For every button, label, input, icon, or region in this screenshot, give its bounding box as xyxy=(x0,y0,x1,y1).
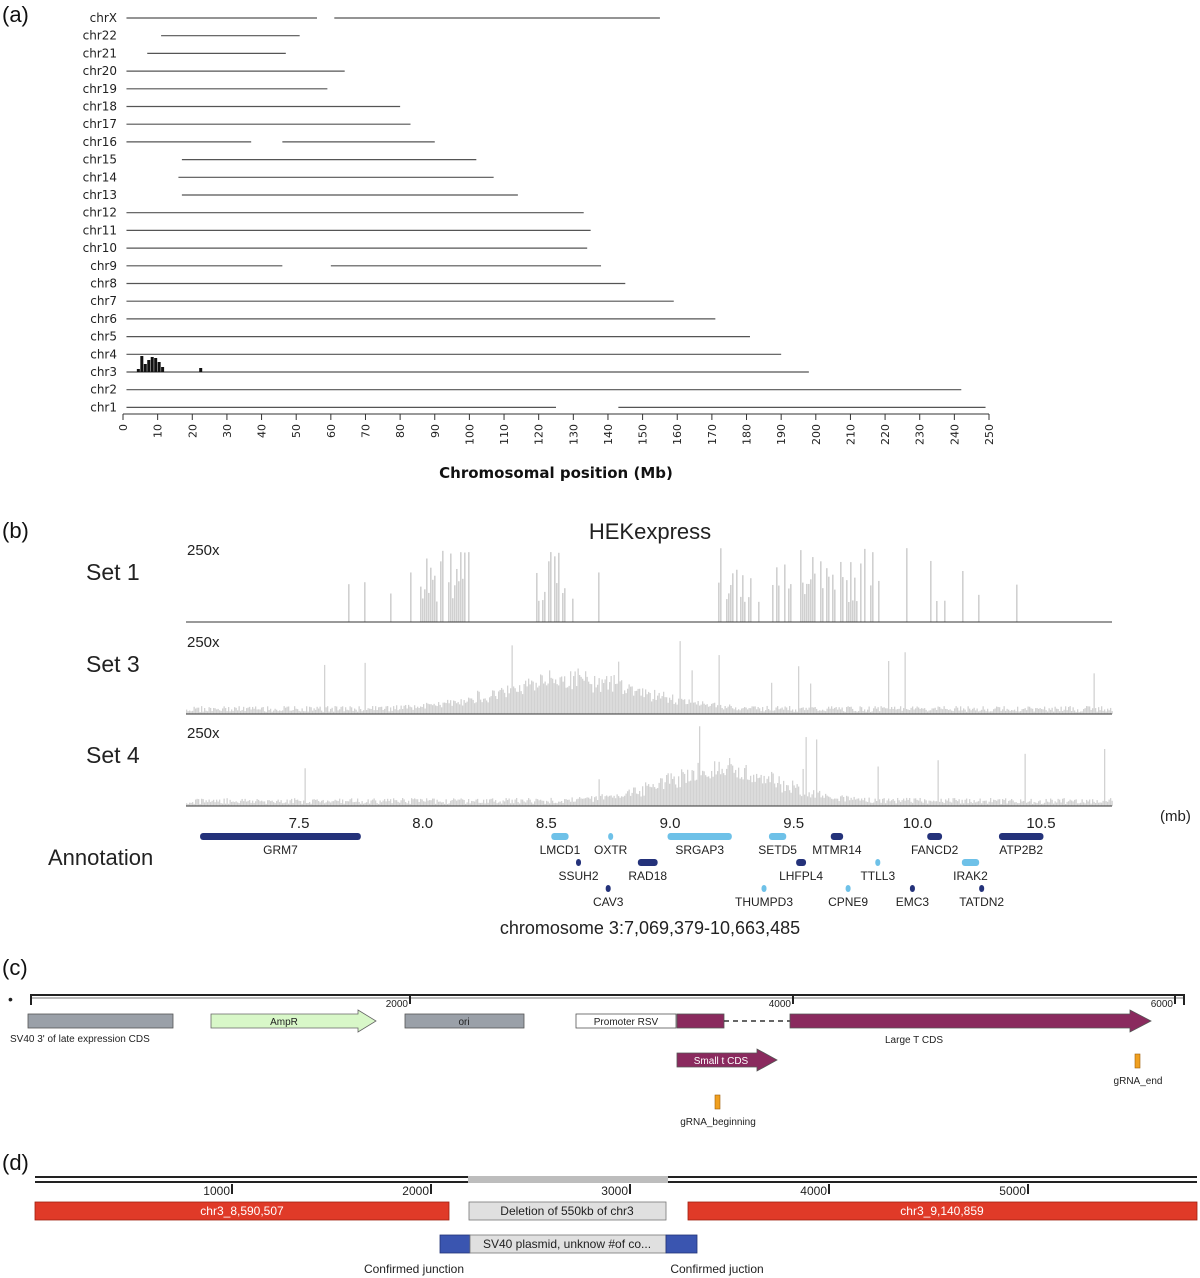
gene-label: SSUH2 xyxy=(558,869,599,883)
chromosome-label: chr22 xyxy=(82,28,117,43)
tick-label-4000: 4000 xyxy=(768,999,791,1010)
gene-label: OXTR xyxy=(593,843,628,857)
gene-label: IRAK2 xyxy=(953,869,988,883)
gene-label: CPNE9 xyxy=(828,895,869,909)
coverage-peak xyxy=(140,356,143,372)
chromosome-label: chr3 xyxy=(90,365,117,379)
chromosome-label: chr14 xyxy=(82,170,117,185)
gene-setd5[interactable] xyxy=(758,833,797,857)
tick-label-5000: 5000 xyxy=(999,1184,1026,1198)
gene-fancd2[interactable] xyxy=(911,833,959,857)
feature-small-t-label: Small t CDS xyxy=(693,1056,749,1067)
x-tick-label: 180 xyxy=(740,424,754,445)
track-scale: 250x xyxy=(187,542,220,559)
chromosome-label: chr2 xyxy=(90,382,117,397)
x-tick-label: 60 xyxy=(324,424,338,438)
chromosome-label: chr19 xyxy=(82,81,117,96)
axis-tick-label: 8.5 xyxy=(535,815,557,832)
gene-emc3[interactable] xyxy=(896,885,930,909)
chromosome-label: chr9 xyxy=(90,258,117,273)
coverage-peak xyxy=(144,364,147,372)
feature-plasmid-right-end xyxy=(666,1235,697,1253)
gene-srgap3[interactable] xyxy=(668,833,732,857)
x-tick-label: 220 xyxy=(879,424,893,445)
chromosome-label: chr17 xyxy=(82,117,117,132)
chromosome-label: chr16 xyxy=(82,134,117,149)
gene-ttll3[interactable] xyxy=(860,859,895,883)
chromosome-label: chr20 xyxy=(82,64,117,79)
gene-label: TTLL3 xyxy=(860,869,896,883)
x-tick-label: 160 xyxy=(671,424,685,445)
chromosome-label: chr4 xyxy=(90,347,117,362)
coverage-peak xyxy=(147,360,150,372)
axis-unit: (mb) xyxy=(1160,808,1191,825)
track-name: Set 3 xyxy=(86,651,140,677)
x-tick-label: 130 xyxy=(567,424,581,445)
axis-tick-label: 7.5 xyxy=(288,815,310,832)
tick-label-4000: 4000 xyxy=(800,1184,827,1198)
chromosome-label: chr11 xyxy=(82,223,117,238)
chromosome-label: chr6 xyxy=(90,311,117,326)
gene-label: MTMR14 xyxy=(812,843,862,857)
feature-large-t-exon1[interactable] xyxy=(677,1014,724,1028)
feature-large-t-label: Large T CDS xyxy=(885,1035,943,1046)
ruler-deletion-region xyxy=(468,1176,668,1183)
coverage-peak xyxy=(199,368,202,372)
x-tick-label: 200 xyxy=(809,424,823,445)
gene-tatdn2[interactable] xyxy=(959,885,1004,909)
chromosome-coverage-chart xyxy=(0,0,1200,500)
chromosome-label: chr12 xyxy=(82,205,117,220)
gene-lhfpl4[interactable] xyxy=(779,859,823,883)
gene-label: THUMPD3 xyxy=(735,895,794,909)
feature-grna-beginning[interactable] xyxy=(715,1095,720,1109)
feature-plasmid-label: SV40 plasmid, unknow #of co... xyxy=(482,1237,652,1251)
coverage-peak xyxy=(158,362,161,372)
chromosome-label: chr10 xyxy=(82,241,117,256)
bullet: • xyxy=(8,991,13,1007)
plasmid-map xyxy=(0,960,1200,1150)
gene-irak2[interactable] xyxy=(953,859,988,883)
track-scale: 250x xyxy=(187,634,220,651)
feature-ori-label: ori xyxy=(458,1017,470,1028)
feature-grna-beginning-label: gRNA_beginning xyxy=(680,1117,756,1128)
x-tick-label: 230 xyxy=(913,424,927,445)
gene-oxtr[interactable] xyxy=(594,833,628,857)
gene-mtmr14[interactable] xyxy=(812,833,862,857)
x-tick-label: 170 xyxy=(705,424,719,445)
gene-cpne9[interactable] xyxy=(828,885,868,909)
coverage-bars xyxy=(348,548,1018,622)
feature-sv40-late-label: SV40 3' of late expression CDS xyxy=(10,1034,150,1045)
gene-rad18[interactable] xyxy=(628,859,667,883)
gene-label: CAV3 xyxy=(592,895,624,909)
gene-thumpd3[interactable] xyxy=(735,885,793,909)
junction-left-label: Confirmed junction xyxy=(363,1262,465,1276)
junction-right-label: Confirmed juction xyxy=(670,1262,764,1276)
tick-label-1000: 1000 xyxy=(203,1184,230,1198)
x-tick-label: 50 xyxy=(290,424,304,438)
gene-label: LMCD1 xyxy=(539,843,581,857)
panel-c-letter: (c) xyxy=(2,955,28,980)
gene-label: SETD5 xyxy=(758,843,797,857)
gene-label: ATP2B2 xyxy=(999,843,1044,857)
x-tick-label: 240 xyxy=(948,424,962,445)
coverage-tracks xyxy=(0,510,1200,960)
gene-atp2b2[interactable] xyxy=(999,833,1044,857)
gene-cav3[interactable] xyxy=(593,885,624,909)
feature-chr3-left-label: chr3_8,590,507 xyxy=(200,1204,284,1218)
panel-d-letter: (d) xyxy=(2,1150,29,1175)
chromosome-label: chr15 xyxy=(82,152,117,167)
gene-label: FANCD2 xyxy=(910,843,959,857)
x-tick-label: 140 xyxy=(601,424,615,445)
coverage-peak xyxy=(151,357,154,372)
coverage-bars xyxy=(186,641,1113,714)
x-tick-label: 190 xyxy=(775,424,789,445)
chromosome-label: chr5 xyxy=(90,329,117,344)
feature-promoter-rsv-label: Promoter RSV xyxy=(593,1017,659,1028)
tick-label-2000: 2000 xyxy=(402,1184,429,1198)
coverage-peak xyxy=(137,369,140,372)
panel-b-letter: (b) xyxy=(2,518,29,543)
feature-large-t-exon2[interactable] xyxy=(790,1010,1151,1032)
chromosome-label: chr13 xyxy=(82,188,117,202)
x-tick-label: 80 xyxy=(394,424,408,438)
x-tick-label: 100 xyxy=(463,424,477,445)
axis-tick-label: 8.0 xyxy=(412,815,434,832)
x-axis-label: Chromosomal position (Mb) xyxy=(439,464,673,482)
axis-tick-label: 9.5 xyxy=(783,815,805,832)
x-tick-label: 40 xyxy=(255,424,269,438)
annotation-label: Annotation xyxy=(48,845,154,870)
x-tick-label: 30 xyxy=(220,424,234,438)
x-tick-label: 210 xyxy=(844,424,858,445)
chromosome-label: chr21 xyxy=(82,46,117,61)
chromosome-label: chr18 xyxy=(82,99,117,114)
feature-plasmid-left-end xyxy=(440,1235,470,1253)
gene-label: SRGAP3 xyxy=(675,843,725,857)
panel-a-letter: (a) xyxy=(2,2,29,27)
track-title: HEKexpress xyxy=(588,519,712,544)
x-tick-label: 90 xyxy=(428,424,442,438)
genomic-location: chromosome 3:7,069,379-10,663,485 xyxy=(499,918,801,938)
axis-tick-label: 9.0 xyxy=(659,815,681,832)
feature-grna-end-label: gRNA_end xyxy=(1113,1076,1163,1087)
feature-sv40-late[interactable] xyxy=(28,1014,173,1028)
x-tick-label: 150 xyxy=(636,424,650,445)
track-name: Set 4 xyxy=(86,742,140,768)
chromosome-label: chrX xyxy=(89,11,117,25)
coverage-peak xyxy=(154,358,157,372)
gene-label: RAD18 xyxy=(628,869,668,883)
feature-deletion-label: Deletion of 550kb of chr3 xyxy=(500,1204,634,1218)
feature-grna-end[interactable] xyxy=(1135,1054,1140,1068)
x-tick-label: 70 xyxy=(359,424,373,438)
track-scale: 250x xyxy=(187,725,220,742)
tick-label-3000: 3000 xyxy=(601,1184,628,1198)
tick-label-2000: 2000 xyxy=(385,999,408,1010)
tick-label-6000: 6000 xyxy=(1150,999,1173,1010)
gene-label: EMC3 xyxy=(895,895,930,909)
gene-ssuh2[interactable] xyxy=(559,859,599,883)
x-tick-label: 0 xyxy=(117,424,130,431)
junction-map xyxy=(0,1150,1200,1278)
x-tick-label: 20 xyxy=(186,424,200,438)
chromosome-label: chr8 xyxy=(90,276,117,291)
x-tick-label: 10 xyxy=(151,424,165,438)
gene-grm7[interactable] xyxy=(200,833,361,857)
axis-tick-label: 10.0 xyxy=(902,815,932,832)
track-name: Set 1 xyxy=(86,559,140,585)
coverage-bars xyxy=(186,726,1113,806)
x-tick-label: 110 xyxy=(498,424,512,446)
gene-lmcd1[interactable] xyxy=(540,833,581,857)
gene-label: GRM7 xyxy=(263,843,298,857)
feature-ampr-label: AmpR xyxy=(270,1017,298,1028)
axis-tick-label: 10.5 xyxy=(1026,815,1056,832)
chromosome-label: chr1 xyxy=(90,400,117,415)
coverage-peak xyxy=(161,367,164,372)
x-tick-label: 250 xyxy=(983,424,996,445)
x-tick-label: 120 xyxy=(532,424,546,445)
gene-label: LHFPL4 xyxy=(779,869,824,883)
feature-chr3-right-label: chr3_9,140,859 xyxy=(900,1204,984,1218)
chromosome-label: chr7 xyxy=(90,294,117,309)
gene-label: TATDN2 xyxy=(959,895,1005,909)
